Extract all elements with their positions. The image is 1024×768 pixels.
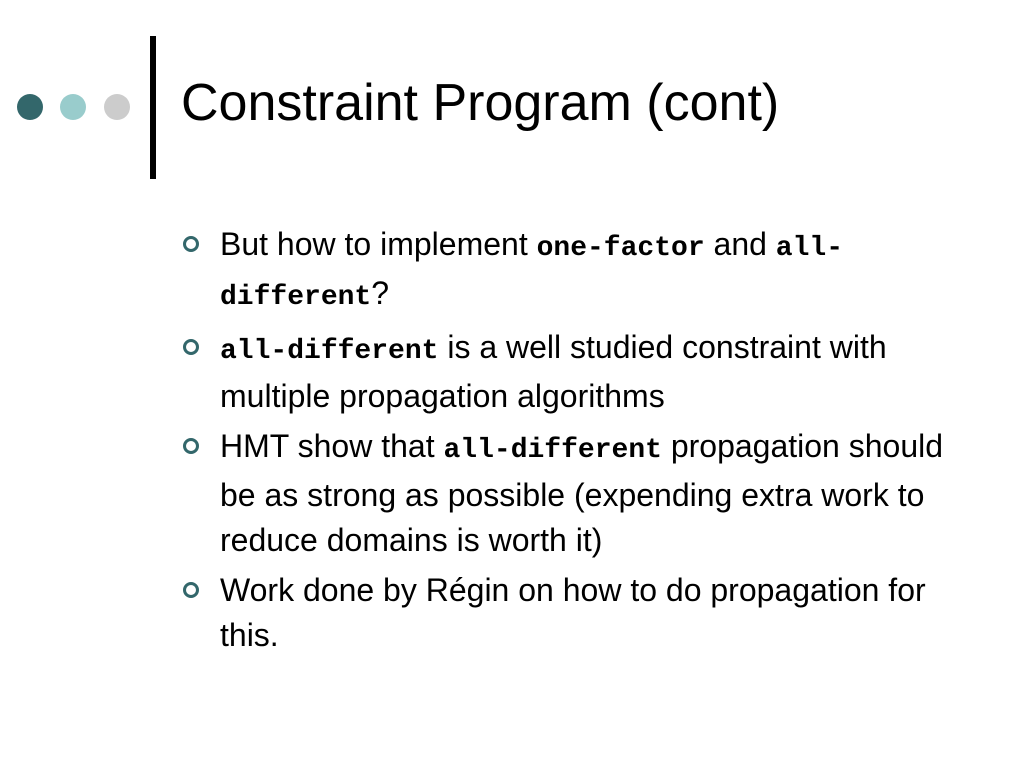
bullet-circle-icon: [183, 438, 199, 454]
bullet-item: [183, 325, 963, 419]
bullet-list: [183, 222, 963, 663]
title-divider-line: [150, 36, 156, 179]
code-term: one-factor: [536, 233, 705, 264]
dark-teal-dot-icon: [17, 94, 43, 120]
code-term: all-different: [443, 435, 662, 466]
slide-title: Constraint Program (cont): [181, 74, 780, 132]
bullet-circle-icon: [183, 582, 199, 598]
bullet-text: and: [704, 226, 776, 262]
bullet-circle-icon: [183, 339, 199, 355]
bullet-text: HMT show that: [220, 428, 444, 464]
bullet-item: [183, 424, 963, 563]
bullet-text: Work done by Régin on how to do propagation for this.: [220, 572, 926, 653]
code-term: all-different: [220, 233, 844, 313]
bullet-text: ?: [371, 275, 390, 311]
bullet-text: But how to implement: [220, 226, 537, 262]
bullet-item: [183, 568, 963, 658]
decorative-dots: [0, 0, 150, 210]
bullet-circle-icon: [183, 236, 199, 252]
code-term: all-different: [220, 336, 439, 367]
bullet-item: [183, 222, 963, 320]
light-teal-dot-icon: [60, 94, 86, 120]
gray-dot-icon: [104, 94, 130, 120]
bullet-text: propagation should be as strong as possible (expending extra work to reduce domains is worth it): [220, 428, 944, 558]
bullet-text: is a well studied constraint with multiple propagation algorithms: [220, 329, 887, 414]
